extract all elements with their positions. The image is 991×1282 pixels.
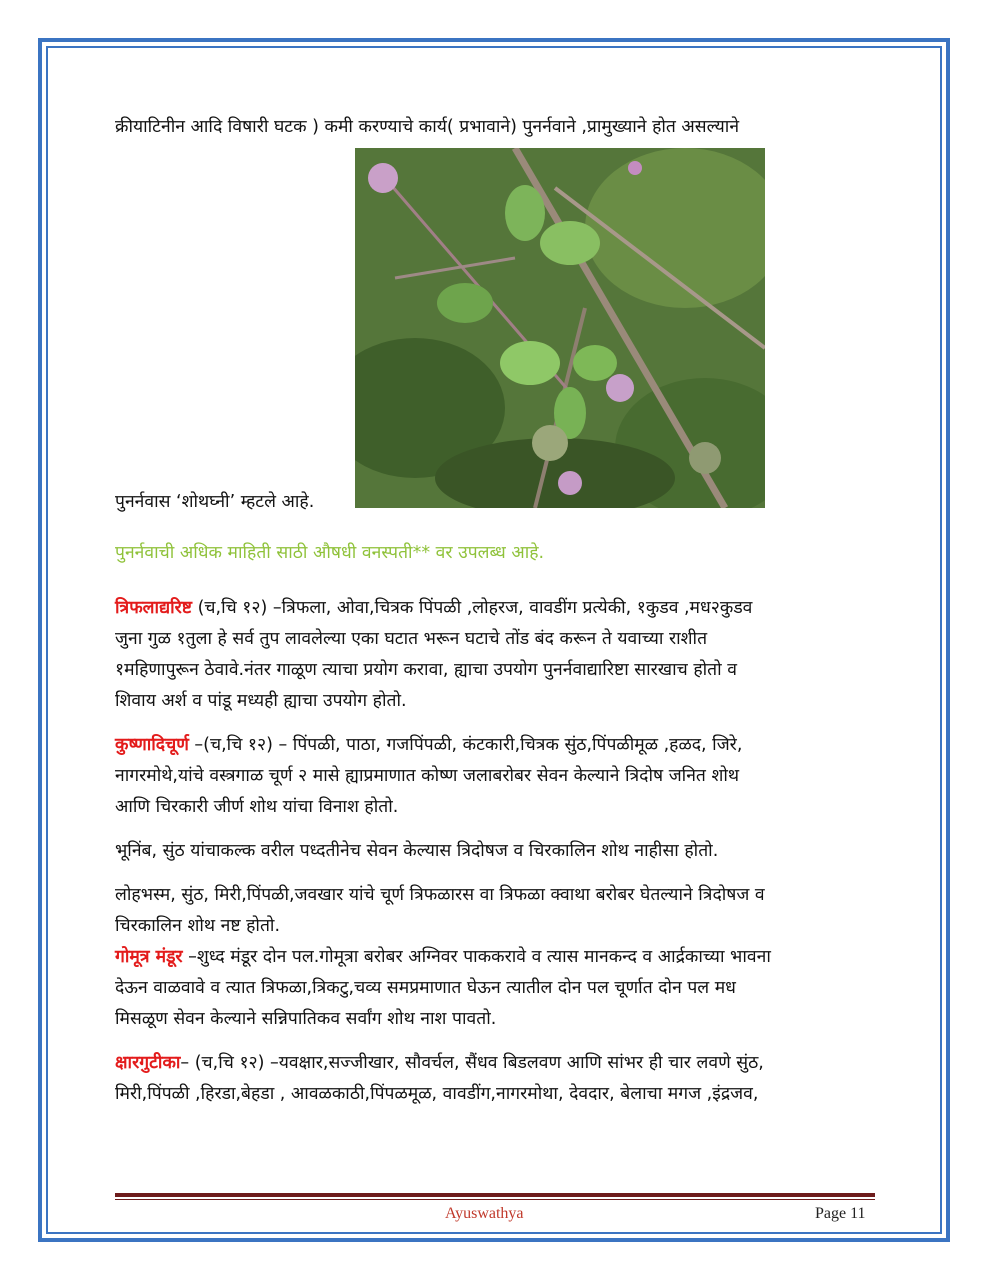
footer-site-name: Ayuswathya xyxy=(445,1205,524,1222)
footer-rule-thick xyxy=(115,1193,875,1197)
paragraph-triphaladyarishta xyxy=(115,593,875,717)
intro-line: क्रीयाटिनीन आदि विषारी घटक ) कमी करण्याचे कार्य( प्रभावाने) पुनर्नवाने ,प्रामुख्याने होत असल्याने xyxy=(115,117,740,137)
more-info-note: पुनर्नवाची अधिक माहिती साठी औषधी वनस्पती** वर उपलब्ध आहे. xyxy=(115,543,545,563)
paragraph-gomutra-mandur xyxy=(115,942,875,1035)
p2-line-1: –(च,चि १२) – पिंपळी, पाठा, गजपिंपळी, कंटकारी,चित्रक सुंठ,पिंपळीमूळ ,हळद, जिरे, xyxy=(188,735,743,755)
p5-line-3: मिसळूण सेवन केल्याने सन्निपातिकव सर्वांग शोथ नाश पावतो. xyxy=(115,1009,497,1029)
photo-row xyxy=(115,143,875,538)
p3-line-1: भूनिंब, सुंठ यांचाकल्क वरील पध्दतीनेच सेवन केल्यास त्रिदोषज व चिरकालिन शोथ नाहीसा होतो. xyxy=(115,841,719,861)
p1-line-1: (च,चि १२) –त्रिफला, ओवा,चित्रक पिंपळी ,लोहरज, वावडींग प्रत्येकी, १कुडव ,मध२कुडव xyxy=(192,598,753,618)
plant-photo-illustration xyxy=(355,148,765,508)
footer-rule-thin xyxy=(115,1199,875,1200)
p4-line-2: चिरकालिन शोथ नष्ट होतो. xyxy=(115,916,281,936)
p5-line-2: देऊन वाळवावे व त्यात त्रिफळा,त्रिकटु,चव्य समप्रमाणात घेऊन त्यातील दोन पल चूर्णात दोन पल मध xyxy=(115,978,736,998)
p2-line-2: नागरमोथे,यांचे वस्त्रगाळ चूर्ण २ मासे ह्याप्रमाणात कोष्ण जलाबरोबर सेवन केल्याने त्रिदोष जनित शोथ xyxy=(115,766,740,786)
heading-ksharagutika: क्षारगुटीका xyxy=(115,1053,181,1073)
p1-line-4: शिवाय अर्श व पांडू मध्यही ह्याचा उपयोग होतो. xyxy=(115,691,407,711)
heading-gomutra-mandur: गोमूत्र मंडूर xyxy=(115,947,183,967)
paragraph-lohabhasma xyxy=(115,880,875,942)
punarnava-plant-photo xyxy=(355,148,765,508)
paragraph-bhunimb xyxy=(115,836,875,867)
photo-caption-line: पुनर्नवास ‘शोथघ्नी’ म्हटले आहे. xyxy=(115,492,315,512)
p6-line-2: मिरी,पिंपळी ,हिरडा,बेहडा , आवळकाठी,पिंपळमूळ, वावडींग,नागरमोथा, देवदार, बेलाचा मगज ,इंद्रजव, xyxy=(115,1084,759,1104)
p5-line-1: –शुध्द मंडूर दोन पल.गोमूत्रा बरोबर अग्निवर पाककरावे व त्यास मानकन्द व आर्द्रकाच्या भावना xyxy=(182,947,771,967)
heading-krishnadichurna: कुष्णादिचूर्ण xyxy=(115,735,189,755)
p2-line-3: आणि चिरकारी जीर्ण शोथ यांचा विनाश होतो. xyxy=(115,797,399,817)
p1-line-2: जुना गुळ १तुला हे सर्व तुप लावलेल्या एका घटात भरून घटाचे तोंड बंद करून ते यवाच्या राशीत xyxy=(115,629,708,649)
p4-line-1: लोहभस्म, सुंठ, मिरी,पिंपळी,जवखार यांचे चूर्ण त्रिफळारस वा त्रिफळा क्वाथा बरोबर घेतल्याने त्रिदोषज व xyxy=(115,885,765,905)
heading-triphaladyarishta: त्रिफलाद्यरिष्ट xyxy=(115,598,193,618)
p6-line-1: – (च,चि १२) –यवक्षार,सज्जीखार, सौवर्चल, सैंधव बिडलवण आणि सांभर ही चार लवणे सुंठ, xyxy=(180,1053,764,1073)
footer-page-number: Page 11 xyxy=(815,1205,866,1222)
paragraph-krishnadichurna xyxy=(115,730,875,823)
paragraph-ksharagutika xyxy=(115,1048,875,1110)
p1-line-3: १महिणापुरून ठेवावे.नंतर गाळूण त्याचा प्रयोग करावा, ह्याचा उपयोग पुनर्नवाद्यारिष्टा सारखाच होतो व xyxy=(115,660,737,680)
page-content xyxy=(115,112,875,1110)
